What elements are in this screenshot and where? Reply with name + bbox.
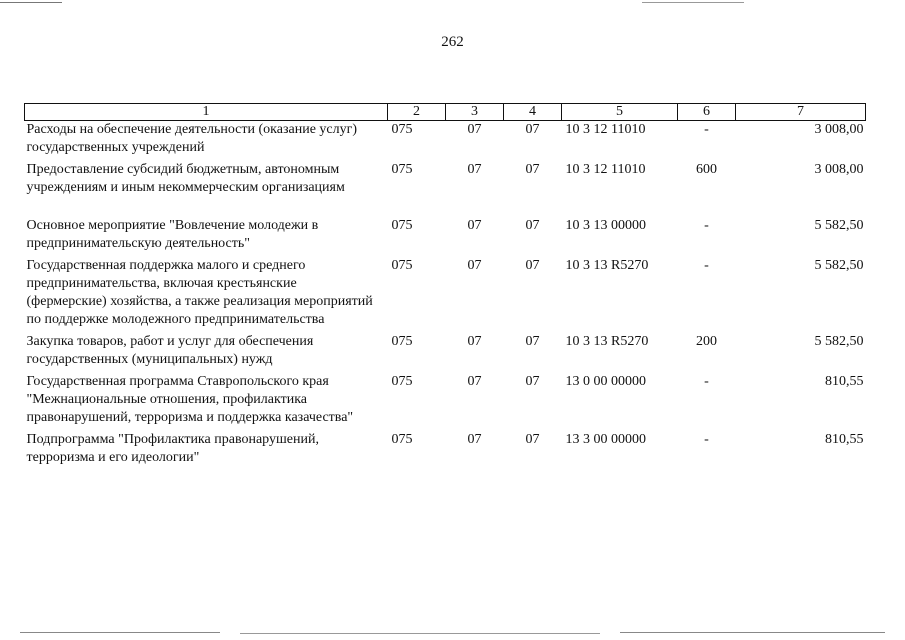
row-name: Государственная программа Ставропольского края "Межнациональные отношения, профилактика правонарушений, терроризма и поддержка казачества": [26, 374, 354, 425]
row-section-code: 07: [467, 218, 482, 233]
col-header-6: 6: [678, 104, 736, 121]
table-row: [25, 161, 866, 217]
scan-artifact-bottom-3: [620, 632, 885, 633]
row-name: Закупка товаров, работ и услуг для обеспечения государственных (муниципальных) нужд: [26, 334, 314, 367]
row-target-article: 13 0 00 00000: [565, 374, 646, 389]
row-target-article: 10 3 12 11010: [565, 162, 646, 177]
row-section-code: 07: [467, 122, 482, 137]
row-amount: 810,55: [825, 432, 864, 447]
row-target-article: 10 3 13 R5270: [565, 258, 649, 273]
row-ministry-code: 075: [391, 122, 413, 137]
row-section-code: 07: [467, 162, 482, 177]
scan-artifact-bottom-1: [20, 632, 220, 633]
scan-artifact-top-right: [642, 2, 744, 3]
row-amount: 3 008,00: [814, 162, 864, 177]
table-row: [25, 373, 866, 431]
row-name: Предоставление субсидий бюджетным, автономным учреждениям и иным некоммерческим организациям: [26, 162, 345, 195]
scan-artifact-top-left: [0, 2, 62, 3]
row-expense-type: -: [704, 432, 709, 447]
page-number: 262: [441, 34, 464, 50]
row-expense-type: -: [704, 218, 709, 233]
row-ministry-code: 075: [391, 374, 413, 389]
row-target-article: 10 3 13 00000: [565, 218, 646, 233]
col-header-7: 7: [736, 104, 866, 121]
row-subsection-code: 07: [525, 162, 540, 177]
row-section-code: 07: [467, 258, 482, 273]
row-subsection-code: 07: [525, 218, 540, 233]
col-header-5: 5: [562, 104, 678, 121]
row-amount: 5 582,50: [814, 218, 864, 233]
row-section-code: 07: [467, 374, 482, 389]
row-expense-type: -: [704, 374, 709, 389]
row-amount: 5 582,50: [814, 258, 864, 273]
row-amount: 3 008,00: [814, 122, 864, 137]
table-row: [25, 121, 866, 162]
row-expense-type: 200: [696, 334, 717, 349]
row-expense-type: -: [704, 122, 709, 137]
row-expense-type: 600: [696, 162, 717, 177]
row-subsection-code: 07: [525, 432, 540, 447]
table-row: [25, 431, 866, 471]
col-header-4: 4: [504, 104, 562, 121]
row-target-article: 13 3 00 00000: [565, 432, 646, 447]
col-header-2: 2: [388, 104, 446, 121]
row-ministry-code: 075: [391, 334, 413, 349]
table-header-row: [25, 104, 866, 121]
row-expense-type: -: [704, 258, 709, 273]
col-header-3: 3: [446, 104, 504, 121]
scan-artifact-bottom-2: [240, 633, 600, 634]
row-subsection-code: 07: [525, 374, 540, 389]
row-ministry-code: 075: [391, 432, 413, 447]
row-section-code: 07: [467, 334, 482, 349]
row-section-code: 07: [467, 432, 482, 447]
row-name: Расходы на обеспечение деятельности (оказание услуг) государственных учреждений: [26, 122, 358, 155]
row-ministry-code: 075: [391, 218, 413, 233]
row-name: Основное мероприятие "Вовлечение молодежи в предпринимательскую деятельность": [26, 218, 319, 251]
row-amount: 810,55: [825, 374, 864, 389]
table-row: [25, 257, 866, 333]
row-name: Государственная поддержка малого и среднего предпринимательства, включая крестьянские (фермерские) хозяйства, а также реализация мероприятий по поддержке молодежного предпринимательства: [26, 258, 373, 327]
row-name: Подпрограмма "Профилактика правонарушений, терроризма и его идеологии": [26, 432, 319, 465]
row-subsection-code: 07: [525, 334, 540, 349]
budget-table: [24, 103, 866, 471]
row-ministry-code: 075: [391, 258, 413, 273]
row-target-article: 10 3 13 R5270: [565, 334, 649, 349]
row-amount: 5 582,50: [814, 334, 864, 349]
row-ministry-code: 075: [391, 162, 413, 177]
table-row: [25, 217, 866, 257]
col-header-1: 1: [25, 104, 388, 121]
row-subsection-code: 07: [525, 122, 540, 137]
row-subsection-code: 07: [525, 258, 540, 273]
table-row: [25, 333, 866, 373]
row-target-article: 10 3 12 11010: [565, 122, 646, 137]
